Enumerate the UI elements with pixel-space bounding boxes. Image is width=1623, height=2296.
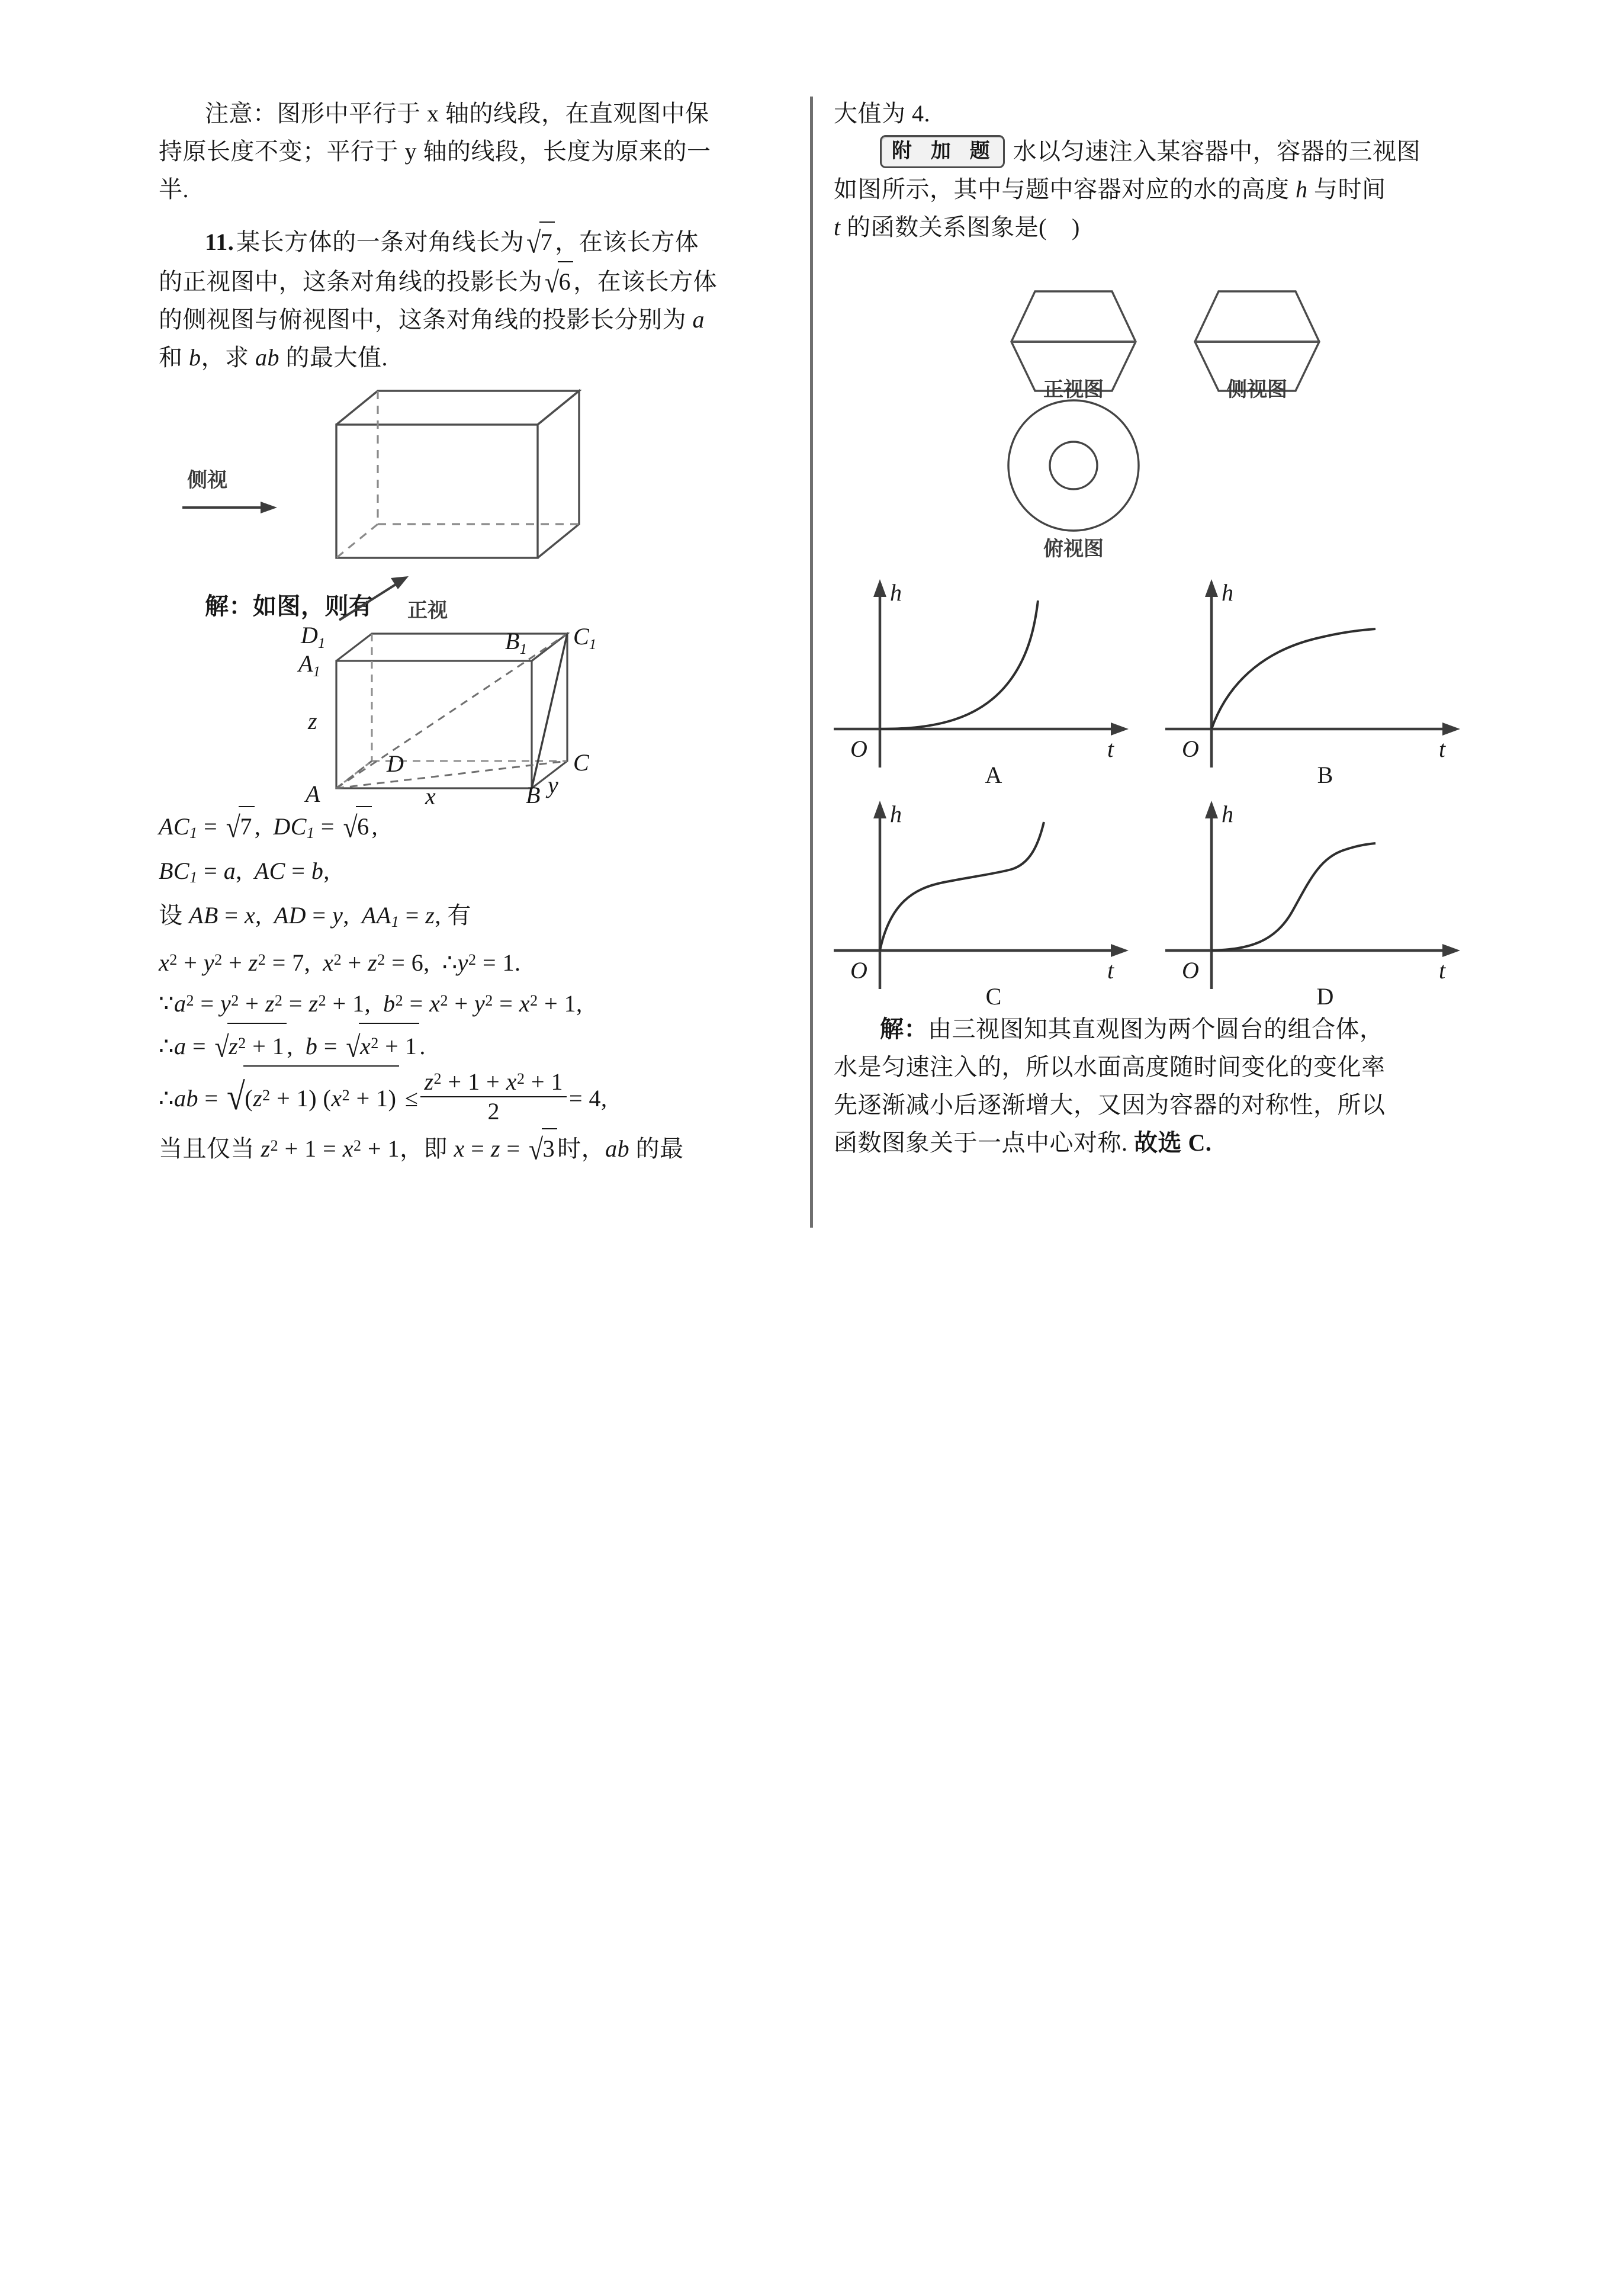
solution-intro-text: 解：如图，则有 bbox=[205, 593, 373, 619]
sqrt-7: √7 bbox=[524, 221, 555, 261]
svg-text:O: O bbox=[1182, 736, 1199, 762]
svg-text:B1: $B_1$ bbox=[505, 628, 527, 657]
note-line-3: 半. bbox=[159, 176, 189, 203]
left-column bbox=[159, 95, 786, 1168]
caption-side-view: 侧视图 bbox=[1227, 379, 1287, 401]
svg-text:O: O bbox=[850, 736, 867, 762]
caption-top-view: 俯视图 bbox=[1043, 538, 1104, 560]
note-line-1: 注意：图形中平行于 x 轴的线段，在直观图中保 bbox=[205, 100, 709, 127]
problem-11-line-2: 的正视图中，这条对角线的投影长为√6 ，在该长方体 bbox=[159, 261, 786, 301]
option-label-c: C bbox=[985, 983, 1002, 1010]
option-label-b: B bbox=[1317, 762, 1333, 788]
extra-problem-badge: 附 加 题 bbox=[880, 135, 1005, 168]
option-row-ab bbox=[834, 572, 1509, 788]
svg-text:A: A bbox=[306, 781, 320, 807]
option-label-d: D bbox=[1316, 983, 1334, 1010]
option-label-a: A bbox=[985, 762, 1002, 788]
option-d-chart bbox=[1165, 801, 1460, 989]
problem-11-line-1: 11. 某长方体的一条对角线长为√7 ，在该长方体 bbox=[159, 221, 786, 261]
side-view-hexagon bbox=[1195, 291, 1319, 391]
continuation-line: 大值为 4. bbox=[834, 100, 930, 127]
right-column bbox=[834, 95, 1509, 1162]
extra-problem-line-1 bbox=[834, 133, 1509, 171]
svg-text:z: z bbox=[308, 708, 317, 734]
extra-problem-line-3: t 的函数关系图象是( ) bbox=[834, 214, 1080, 240]
problem-11-line-3: 的侧视图与俯视图中，这条对角线的投影长分别为 a bbox=[159, 306, 705, 333]
solution-right-line-4: 函数图象关于一点中心对称. 故选 C. bbox=[834, 1129, 1212, 1156]
svg-text:h: h bbox=[1222, 801, 1233, 827]
svg-text:C1: $C_1$ bbox=[573, 623, 597, 653]
solution-right-line-1: 解：由三视图知其直观图为两个圆台的组合体， bbox=[880, 1016, 1384, 1042]
option-a-chart bbox=[834, 579, 1129, 768]
svg-text:D1: $D_1$ bbox=[301, 622, 326, 651]
svg-text:t: t bbox=[1439, 957, 1446, 984]
solution-right-line-3: 先逐渐减小后逐渐增大，又因为容器的对称性，所以 bbox=[834, 1091, 1386, 1118]
equation-line-5: $\because a^2 = y^2 + z^2 = z^2 + 1$, $b^2 = x^2 + y^2 = x^2 + 1$, bbox=[159, 990, 583, 1017]
svg-text:h: h bbox=[890, 801, 902, 827]
solution-intro-left bbox=[159, 587, 786, 625]
top-view-circles bbox=[1008, 400, 1139, 531]
svg-text:侧视: 侧视 bbox=[187, 470, 227, 492]
equation-line-6: ∴a = $√z^2 + 1$ , $b = √x^2 + 1$ . bbox=[159, 1023, 786, 1065]
equation-line-1: $AC_1 = √7$ , $DC_1 = √6$ , bbox=[159, 806, 786, 852]
equation-line-8: 当且仅当 $z^2 + 1 = x^2 + 1$，即 x = z = √3 时，ab 的最 bbox=[159, 1127, 786, 1168]
equation-line-7: ∴ab = $√(z^2 + 1) (x^2 + 1)$ ≤ $\frac{z^2 + 1 + x^2 + 1}{2}$ = 4, bbox=[159, 1065, 786, 1127]
svg-text:B: B bbox=[526, 782, 541, 808]
svg-text:O: O bbox=[1182, 957, 1199, 984]
equation-line-4: $x^2 + y^2 + z^2 = 7$, $x^2 + z^2 = 6$, $\therefore y^2 = 1$. bbox=[159, 949, 521, 976]
option-row-cd bbox=[834, 794, 1509, 1010]
option-c-chart bbox=[834, 801, 1129, 989]
note-line-2: 持原长度不变；平行于 y 轴的线段，长度为原来的一 bbox=[159, 138, 711, 165]
svg-text:h: h bbox=[890, 579, 902, 606]
extra-problem-line-2: 如图所示，其中与题中容器对应的水的高度 h 与时间 bbox=[834, 176, 1386, 203]
option-b-chart bbox=[1165, 579, 1460, 768]
svg-text:C: C bbox=[573, 749, 589, 776]
sqrt-6: √6 bbox=[542, 261, 573, 301]
svg-text:x: x bbox=[425, 783, 436, 810]
solution-right-line-2: 水是匀速注入的，所以水面高度随时间变化的变化率 bbox=[834, 1054, 1386, 1080]
figure-top-view bbox=[834, 394, 1509, 572]
column-divider-rule bbox=[810, 97, 813, 1228]
answer-letter: C bbox=[1188, 1129, 1206, 1156]
figure-three-views-top bbox=[834, 250, 1509, 401]
equation-line-3: 设 AB = x, AD = y, $AA_1 = z$, 有 bbox=[159, 902, 471, 930]
svg-text:h: h bbox=[1222, 579, 1233, 606]
svg-text:t: t bbox=[1107, 736, 1114, 762]
problem-number: 11. bbox=[205, 229, 234, 255]
svg-text:D: D bbox=[387, 750, 404, 777]
svg-text:正视: 正视 bbox=[407, 600, 448, 622]
side-view-arrow bbox=[182, 502, 277, 513]
front-view-hexagon bbox=[1011, 291, 1136, 391]
extra-problem-text-1: 水以匀速注入某容器中，容器的三视图 bbox=[1013, 138, 1421, 165]
svg-text:A1: $A_1$ bbox=[298, 650, 320, 680]
svg-text:y: y bbox=[548, 772, 558, 798]
caption-front-view: 正视图 bbox=[1043, 379, 1104, 401]
figure-labeled-cube bbox=[159, 622, 786, 810]
svg-text:t: t bbox=[1439, 736, 1446, 762]
svg-text:t: t bbox=[1107, 957, 1114, 984]
problem-11-line-4: 和 b，求 ab 的最大值. bbox=[159, 344, 388, 371]
svg-text:O: O bbox=[850, 957, 867, 984]
equation-line-2: $BC_1 = a$, AC = b, bbox=[159, 858, 330, 886]
